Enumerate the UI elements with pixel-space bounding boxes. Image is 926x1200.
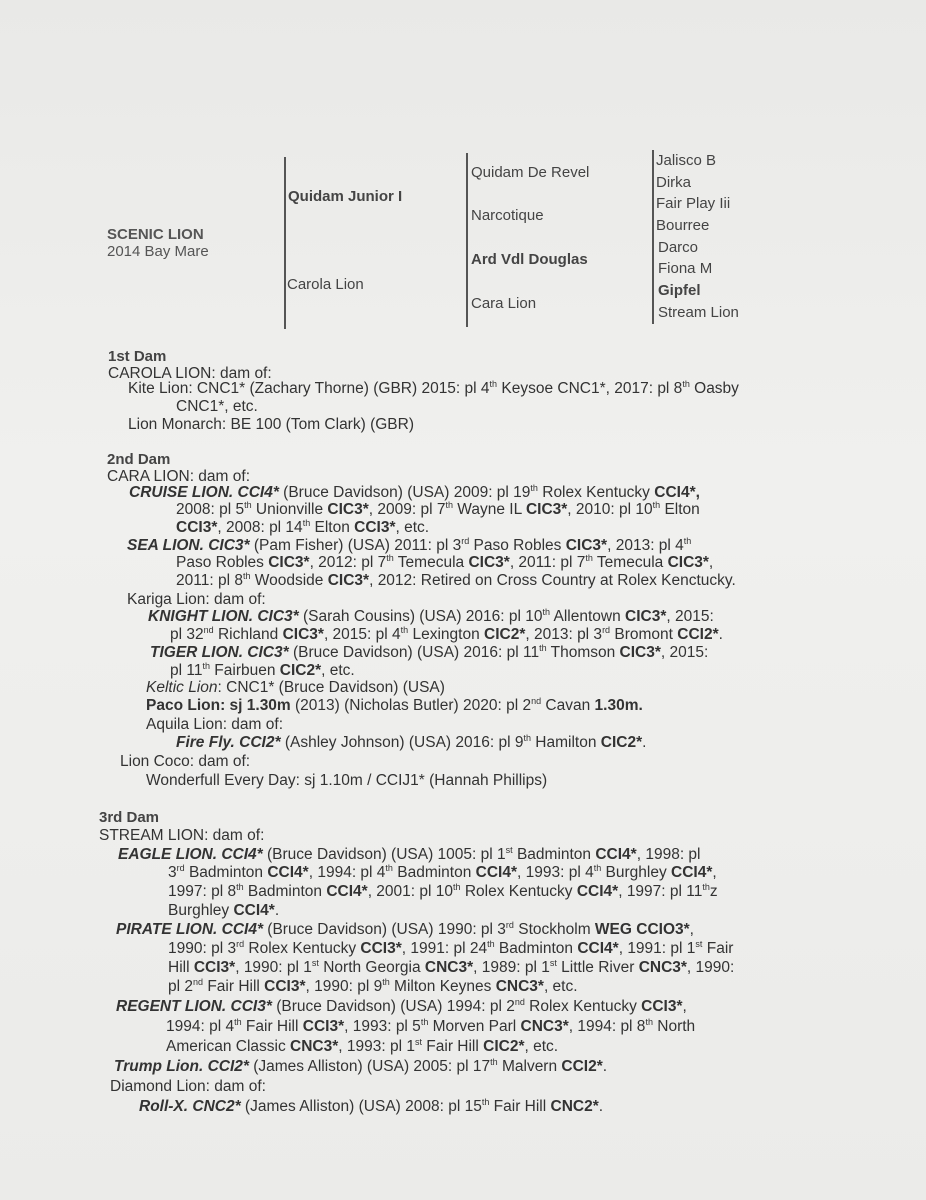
produce-record: Lion Monarch: BE 100 (Tom Clark) (GBR) — [128, 416, 414, 433]
subject-description: 2014 Bay Mare — [107, 243, 209, 260]
produce-record-cont: 1994: pl 4th Fair Hill CCI3*, 1993: pl 5th Morven Parl CNC3*, 1994: pl 8th North — [166, 1017, 696, 1035]
sire-dam: Narcotique — [471, 207, 544, 224]
produce-record-cont: pl 11th Fairbuen CIC2*, etc. — [170, 661, 355, 679]
gen3-ancestor: Jalisco B — [656, 152, 717, 169]
produce-record: Trump Lion. CCI2* (James Alliston) (USA) 2005: pl 17th Malvern CCI2*. — [114, 1057, 608, 1075]
section-heading: 2nd Dam — [107, 451, 171, 468]
produce-record-cont: 1990: pl 3rd Rolex Kentucky CCI3*, 1991: pl 24th Badminton CCI4*, 1991: pl 1st Fair — [168, 939, 734, 957]
sire-sire: Quidam De Revel — [471, 164, 590, 181]
produce-record: Wonderfull Every Day: sj 1.10m / CCIJ1* (Hannah Phillips) — [146, 772, 548, 789]
produce-record: Keltic Lion: CNC1* (Bruce Davidson) (USA) — [146, 679, 445, 696]
produce-record: TIGER LION. CIC3* (Bruce Davidson) (USA) 2016: pl 11th Thomson CIC3*, 2015: — [150, 643, 709, 661]
pedigree-bracket-1 — [284, 157, 286, 329]
produce-record: PIRATE LION. CCI4* (Bruce Davidson) (USA) 1990: pl 3rd Stockholm WEG CCIO3*, — [116, 920, 694, 938]
dam-sire: Ard Vdl Douglas — [471, 251, 588, 268]
sire: Quidam Junior I — [288, 188, 403, 205]
produce-record-cont: 1997: pl 8th Badminton CCI4*, 2001: pl 10th Rolex Kentucky CCI4*, 1997: pl 11thz — [168, 882, 718, 900]
gen3-ancestor: Fair Play Iii — [656, 195, 731, 212]
produce-record: EAGLE LION. CCI4* (Bruce Davidson) (USA) 1005: pl 1st Badminton CCI4*, 1998: pl — [118, 845, 701, 863]
gen3-ancestor: Darco — [658, 239, 699, 256]
pedigree-bracket-3 — [652, 150, 654, 324]
gen3-ancestor: Dirka — [656, 174, 692, 191]
produce-record: Kite Lion: CNC1* (Zachary Thorne) (GBR) 2015: pl 4th Keysoe CNC1*, 2017: pl 8th Oasby — [128, 379, 739, 397]
section-heading: 1st Dam — [108, 348, 167, 365]
gen3-ancestor: Fiona M — [658, 260, 713, 277]
produce-record-cont: 2008: pl 5th Unionville CIC3*, 2009: pl 7th Wayne IL CIC3*, 2010: pl 10th Elton — [176, 500, 700, 518]
dam-intro: CARA LION: dam of: — [107, 468, 250, 485]
produce-record-cont: Burghley CCI4*. — [168, 902, 280, 919]
section-heading: 3rd Dam — [99, 809, 160, 826]
pedigree-bracket-2 — [466, 153, 468, 327]
produce-record-cont: 3rd Badminton CCI4*, 1994: pl 4th Badminton CCI4*, 1993: pl 4th Burghley CCI4*, — [168, 863, 717, 881]
produce-record: Fire Fly. CCI2* (Ashley Johnson) (USA) 2016: pl 9th Hamilton CIC2*. — [176, 733, 647, 751]
produce-record: Roll-X. CNC2* (James Alliston) (USA) 2008: pl 15th Fair Hill CNC2*. — [139, 1097, 604, 1115]
gen3-ancestor: Gipfel — [658, 282, 701, 299]
dam-intro: Kariga Lion: dam of: — [127, 591, 266, 608]
produce-record-cont: CCI3*, 2008: pl 14th Elton CCI3*, etc. — [176, 518, 430, 536]
dam-intro: STREAM LION: dam of: — [99, 827, 265, 844]
produce-record-cont: pl 32nd Richland CIC3*, 2015: pl 4th Lexington CIC2*, 2013: pl 3rd Bromont CCI2*. — [170, 625, 723, 643]
produce-record-cont: Hill CCI3*, 1990: pl 1st North Georgia CNC3*, 1989: pl 1st Little River CNC3*, 1990: — [168, 958, 735, 976]
produce-record-cont: pl 2nd Fair Hill CCI3*, 1990: pl 9th Milton Keynes CNC3*, etc. — [168, 977, 578, 995]
produce-record: SEA LION. CIC3* (Pam Fisher) (USA) 2011: pl 3rd Paso Robles CIC3*, 2013: pl 4th — [127, 536, 692, 554]
dam-intro: Diamond Lion: dam of: — [110, 1078, 266, 1095]
dam-intro: Aquila Lion: dam of: — [146, 716, 284, 733]
gen3-ancestor: Bourree — [656, 217, 710, 234]
produce-record-cont: CNC1*, etc. — [176, 398, 258, 415]
dam: Carola Lion — [287, 276, 364, 293]
dam-intro: Lion Coco: dam of: — [120, 753, 251, 770]
produce-record: Paco Lion: sj 1.30m (2013) (Nicholas Butler) 2020: pl 2nd Cavan 1.30m. — [146, 696, 643, 714]
dam-intro: CAROLA LION: dam of: — [108, 365, 272, 382]
produce-record-cont: American Classic CNC3*, 1993: pl 1st Fair Hill CIC2*, etc. — [166, 1037, 559, 1055]
subject-name: SCENIC LION — [107, 226, 204, 243]
produce-record-cont: 2011: pl 8th Woodside CIC3*, 2012: Retired on Cross Country at Rolex Kenctucky. — [176, 571, 736, 589]
produce-record-cont: Paso Robles CIC3*, 2012: pl 7th Temecula CIC3*, 2011: pl 7th Temecula CIC3*, — [176, 553, 714, 571]
produce-record: CRUISE LION. CCI4* (Bruce Davidson) (USA) 2009: pl 19th Rolex Kentucky CCI4*, — [129, 483, 700, 501]
produce-record: REGENT LION. CCI3* (Bruce Davidson) (USA) 1994: pl 2nd Rolex Kentucky CCI3*, — [116, 997, 687, 1015]
gen3-ancestor: Stream Lion — [658, 304, 739, 321]
produce-record: KNIGHT LION. CIC3* (Sarah Cousins) (USA) 2016: pl 10th Allentown CIC3*, 2015: — [148, 607, 714, 625]
dam-dam: Cara Lion — [471, 295, 537, 312]
